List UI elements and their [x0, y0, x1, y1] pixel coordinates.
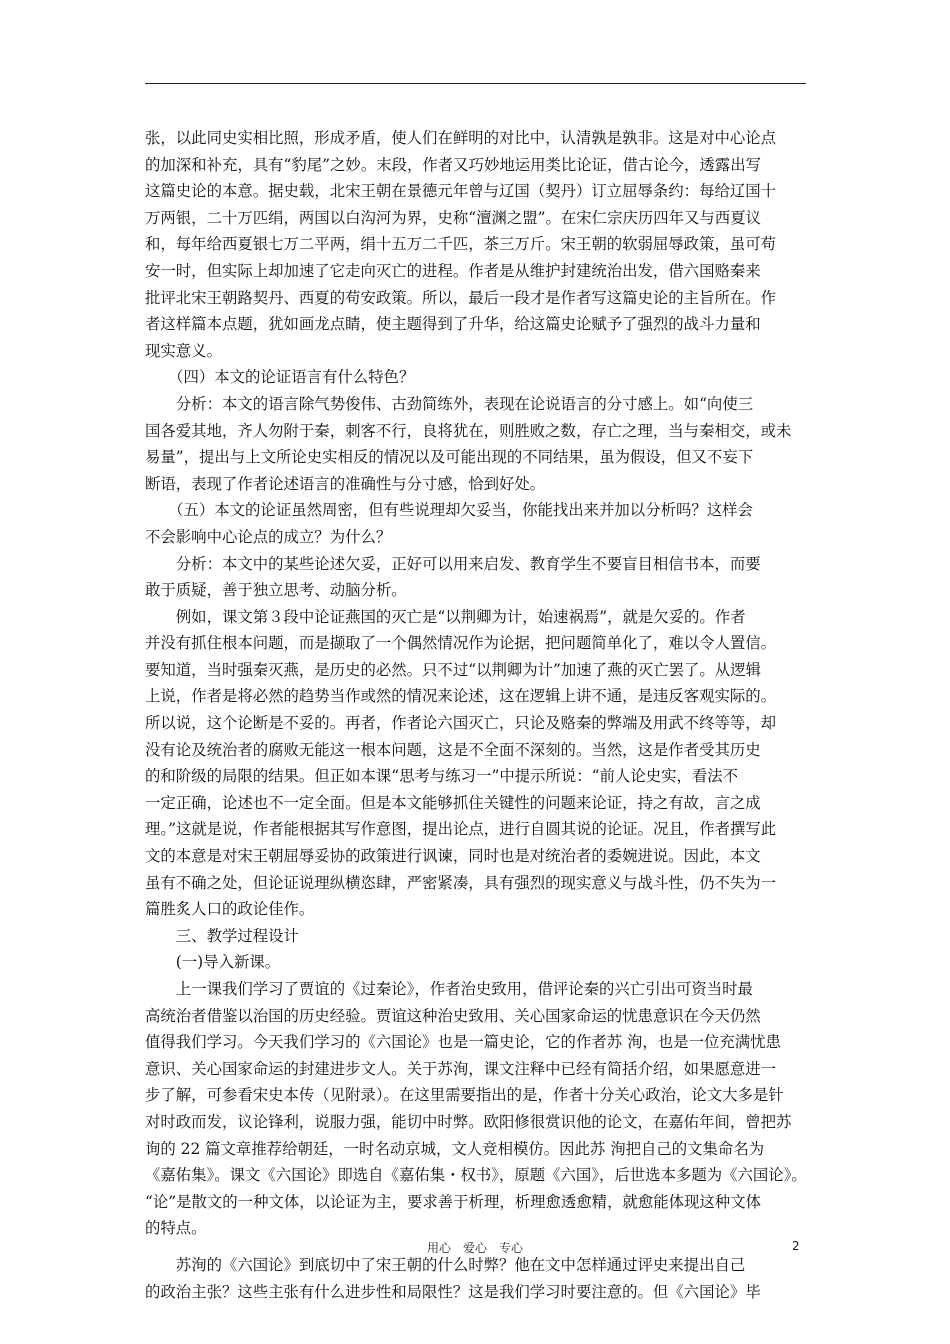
- text-line: 苏洵的《六国论》到底切中了宋王朝的什么时弊？他在文中怎样通过评史来提出自己: [145, 1255, 746, 1274]
- footer-slogan: 用心 爱心 专心: [426, 1241, 523, 1255]
- text-line: 敢于质疑，善于独立思考、动脑分析。: [145, 581, 407, 600]
- text-line: 理。”这就是说，作者能根据其写作意图，提出论点，进行自圆其说的论证。况且，作者撰写此: [145, 820, 777, 839]
- page-number: 2: [792, 1239, 800, 1253]
- text-line: 虽有不确之处，但论证说理纵横恣肆，严密紧凑，具有强烈的现实意义与战斗性，仍不失为一: [145, 873, 777, 892]
- text-line: “论”是散文的一种文体，以论证为主，要求善于析理，析理愈透愈精，就愈能体现这种文体: [145, 1192, 761, 1211]
- text-line: 步了解，可参看宋史本传（见附录）。在这里需要指出的是，作者十分关心政治，论文大多是针: [145, 1086, 784, 1105]
- text-line: 现实意义。: [145, 341, 222, 360]
- text-line: 和，每年给西夏银七万二平两，绢十五万二千匹，茶三万斤。宋王朝的软弱屈辱政策，虽可苟: [145, 235, 777, 254]
- text-line: 批评北宋王朝路契丹、西夏的苟安政策。所以，最后一段才是作者写这篇史论的主旨所在。作: [145, 288, 777, 307]
- text-line: 不会影响中心论点的成立？为什么？: [145, 527, 392, 546]
- text-line: 的特点。: [145, 1219, 207, 1238]
- section-heading: （五）本文的论证虽然周密，但有些说理却欠妥当，你能找出来并加以分析吗？这样会: [145, 501, 753, 520]
- text-line: 分析：本文中的某些论述欠妥，正好可以用来启发、教育学生不要盲目相信书本，而要: [145, 554, 761, 573]
- header-rule: [145, 83, 806, 84]
- page-footer: [0, 1239, 950, 1263]
- text-line: 询的 22 篇文章推荐给朝廷，一时名动京城，文人竞相模仿。因此苏 洵把自己的文集命名为: [145, 1139, 765, 1158]
- text-line: 者这样篇本点题，犹如画龙点睛，使主题得到了升华，给这篇史论赋予了强烈的战斗力量和: [145, 315, 761, 334]
- text-line: 例如，课文第３段中论证燕国的灭亡是“以荆卿为计，始速祸焉”，就是欠妥的。作者: [145, 607, 746, 626]
- text-line: 要知道，当时强秦灭燕，是历史的必然。只不过“以荆卿为计”加速了燕的灭亡罢了。从逻辑: [145, 660, 761, 679]
- text-line: 篇胜炙人口的政论佳作。: [145, 900, 315, 919]
- text-line: 万两银，二十万匹绢，两国以白沟河为界，史称“澶渊之盟”。在宋仁宗庆历四年又与西夏议: [145, 208, 761, 227]
- text-line: 文的本意是对宋王朝屈辱妥协的政策进行讽谏，同时也是对统治者的委婉进说。因此，本文: [145, 847, 761, 866]
- text-line: 所以说，这个论断是不妥的。再者，作者论六国灭亡，只论及赂秦的弊端及用武不终等等，却: [145, 714, 777, 733]
- text-line: 这篇史论的本意。据史载，北宋王朝在景德元年曾与辽国（契丹）订立屈辱条约：每给辽国十: [145, 182, 777, 201]
- text-line: 上说，作者是将必然的趋势当作或然的情况来论述，这在逻辑上讲不通，是违反客观实际的。: [145, 687, 777, 706]
- text-line: 上一课我们学习了贾谊的《过秦论》，作者治史致用，借评论秦的兴亡引出可资当时最: [145, 980, 753, 998]
- subsection-heading: (一)导入新课。: [145, 953, 281, 972]
- text-line: 对时政而发，议论锋利，说服力强，能切中时弊。欧阳修很赏识他的论文，在嘉佑年间，曾把苏: [145, 1112, 792, 1131]
- text-line: 并没有抓住根本问题，而是撷取了一个偶然情况作为论据，把问题简单化了，难以令人置信。: [145, 634, 777, 653]
- text-line: 《嘉佑集》。课文《六国论》即选自《嘉佑集・权书》，原题《六国》，后世选本多题为《六国论》。: [145, 1166, 807, 1185]
- document-body: [145, 125, 810, 1305]
- text-line: 高统治者借鉴以治国的历史经验。贾谊这种治史致用、关心国家命运的忧患意识在今天仍然: [145, 1006, 761, 1025]
- text-line: 值得我们学习。今天我们学习的《六国论》也是一篇史论，它的作者苏 洵，也是一位充满忧患: [145, 1033, 781, 1052]
- section-heading: （四）本文的论证语言有什么特色？: [145, 368, 415, 387]
- text-line: 一定正确，论述也不一定全面。但是本文能够抓住关键性的问题来论证，持之有故，言之成: [145, 793, 761, 812]
- text-line: 意识、关心国家命运的封建进步文人。关于苏洵，课文注释中已经有简括介绍，如果愿意进一: [145, 1059, 777, 1078]
- text-line: 安一时，但实际上却加速了它走向灭亡的进程。作者是从维护封建统治出发，借六国赂秦来: [145, 261, 761, 280]
- text-line: 没有论及统治者的腐败无能这一根本问题，这是不全面不深刻的。当然，这是作者受其历史: [145, 740, 761, 759]
- text-line: 断语，表现了作者论述语言的准确性与分寸感，恰到好处。: [145, 474, 546, 493]
- text-line: 分析：本文的语言除气势俊伟、古劲简练外，表现在论说语言的分寸感上。如“向使三: [145, 394, 754, 413]
- section-heading: 三、教学过程设计: [145, 926, 299, 945]
- text-line: 的加深和补充，具有“豹尾”之妙。末段，作者又巧妙地运用类比论证，借古论今，透露出写: [145, 155, 761, 174]
- text-line: 张，以此同史实相比照，形成矛盾，使人们在鲜明的对比中，认清孰是孰非。这是对中心论点: [145, 129, 777, 147]
- text-line: 的和阶级的局限的结果。但正如本课“思考与练习一”中提示所说：“前人论史实，看法不: [145, 767, 739, 786]
- text-line: 的政治主张？这些主张有什么进步性和局限性？这是我们学习时要注意的。但《六国论》毕: [145, 1282, 761, 1301]
- text-line: 易量”，提出与上文所论史实相反的情况以及可能出现的不同结果，虽为假设，但又不妄下: [145, 448, 754, 467]
- text-line: 国各爱其地，齐人勿附于秦，刺客不行，良将犹在，则胜败之数，存亡之理，当与秦相交，或未: [145, 421, 792, 440]
